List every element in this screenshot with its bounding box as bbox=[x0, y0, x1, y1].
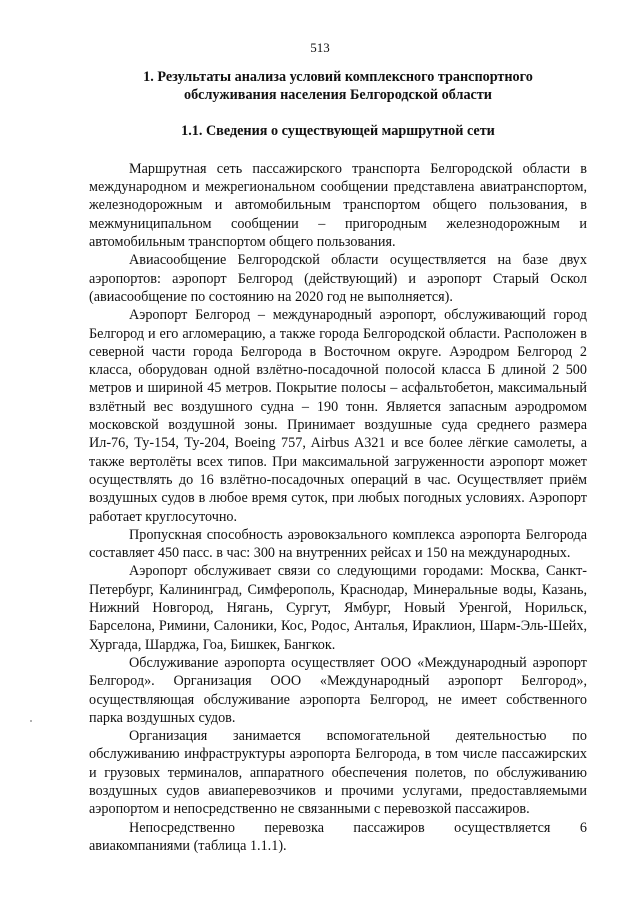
scan-speck bbox=[30, 720, 32, 722]
paragraph-air-service: Авиасообщение Белгородской области осуществляется на базе двух аэропортов: аэропорт Белгород (действующий) и аэропорт Старый Оскол (авиасообщение по состоянию на 2020 год не выполняется). bbox=[89, 252, 587, 305]
paragraph-operator: Обслуживание аэропорта осуществляет ООО «Международный аэропорт Белгород». Организация ООО «Международный аэропорт Белгород», осуществляющая обслуживание аэропорта Белгород, не имеет собственного парка воздушных судов. bbox=[89, 654, 587, 726]
paragraph-destinations: Аэропорт обслуживает связи со следующими городами: Москва, Санкт-Петербург, Калининград, Симферополь, Краснодар, Минеральные воды, Казань, Нижний Новгород, Нягань, Сургут, Ямбург, Новый Уренгой, Норильск, Барселона, Римини, Салоники, Кос, Родос, Анталья, Ираклион, Шарм-Эль-Шейх, Хургада, Шарджа, Гоа, Бишкек, Бангкок. bbox=[89, 563, 587, 653]
document-body bbox=[89, 68, 587, 855]
paragraph-airlines: Непосредственно перевозка пассажиров осуществляется 6 авиакомпаниями (таблица 1.1.1). bbox=[89, 819, 587, 854]
subsection-heading: 1.1. Сведения о существующей маршрутной сети bbox=[181, 122, 495, 139]
paragraph-airport-description: Аэропорт Белгород – международный аэропорт, обслуживающий город Белгород и его агломерацию, а также города Белгородской области. Расположен в северной части города Белгорода в Восточном округе. Аэродром Белгород 2 класса, оборудован одной взлётно-посадочной полосой класса Б длиной 2 500 метров и шириной 45 метров. Покрытие полосы – асфальтобетон, максимальный взлётный вес воздушного судна – 190 тонн. Является запасным аэродромом московской воздушной зоны. Принимает воздушные суда среднего размера Ил-76, Ту-154, Ту-204, Boeing 757, Airbus A321 и все более лёгкие самолеты, а также вертолёты всех типов. При максимальной загруженности аэропорт может осуществлять до 16 взлётно-посадочных операций в час. Осуществляет приём воздушных судов в любое время суток, при любых погодных условиях. Аэропорт работает круглосуточно. bbox=[89, 307, 587, 525]
section-heading: 1. Результаты анализа условий комплексного транспортного обслуживания населения Белгородской области bbox=[143, 69, 533, 104]
paragraph-capacity: Пропускная способность аэровокзального комплекса аэропорта Белгорода составляет 450 пасс. в час: 300 на внутренних рейсах и 150 на международных. bbox=[89, 526, 587, 562]
page-number: 513 bbox=[310, 40, 330, 55]
paragraph-organization-activity: Организация занимается вспомогательной деятельностью по обслуживанию инфраструктуры аэропорта Белгорода, в том числе пассажирских и грузовых терминалов, аппаратного обеспечения полетов, по обслуживанию воздушных судов авиаперевозчиков и прочими услугами, предоставляемыми аэропортом и непосредственно не связанными с перевозкой пассажиров. bbox=[89, 728, 587, 818]
paragraph-route-network: Маршрутная сеть пассажирского транспорта Белгородской области в международном и межрегиональном сообщении представлена авиатранспортом, железнодорожным и автомобильным транспортом общего пользования, в межмуниципальном сообщении – пригородным железнодорожным и автомобильным транспортом общего пользования. bbox=[89, 160, 587, 251]
